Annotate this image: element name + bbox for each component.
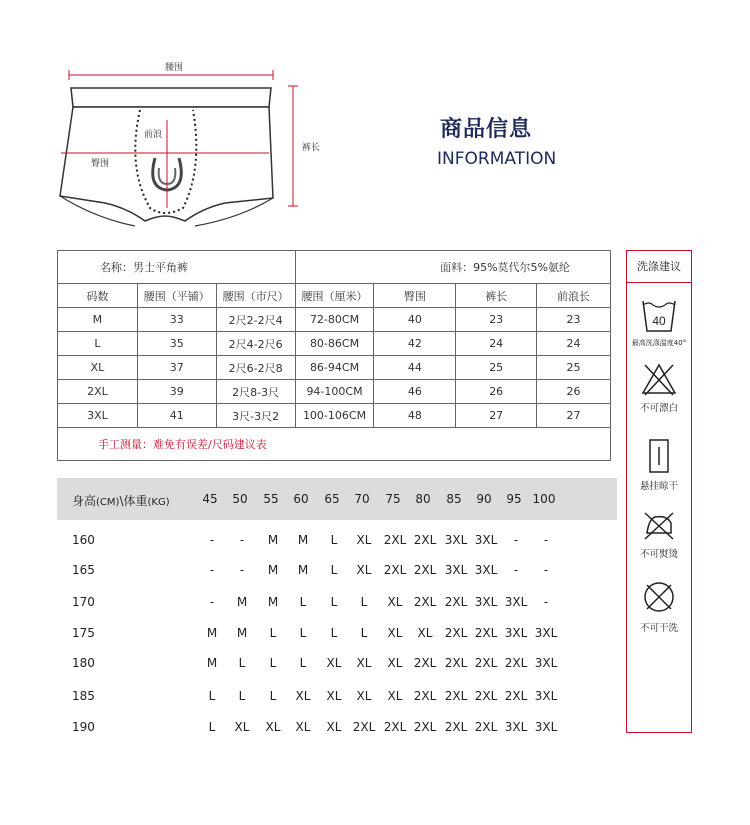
size-cell: 2XL [504, 689, 528, 703]
table-cell: 2XL [58, 380, 138, 404]
weight-column-label: 45 [202, 492, 218, 506]
header-cell: 腰围（市尺） [216, 284, 295, 308]
product-name: 名称：男士平角裤 [58, 251, 296, 284]
size-cell: XL [326, 689, 342, 703]
size-cell: M [236, 626, 248, 640]
table-cell: 25 [456, 356, 537, 380]
size-cell: 3XL [504, 720, 528, 734]
size-cell: L [299, 626, 307, 640]
size-cell: - [543, 595, 549, 609]
size-cell: M [206, 626, 218, 640]
size-cell: L [330, 533, 338, 547]
page-title-en: INFORMATION [437, 149, 557, 169]
wash-item-no-bleach [627, 361, 691, 414]
size-cell: 2XL [504, 656, 528, 670]
size-cell: 2XL [474, 720, 498, 734]
table-cell: 25 [537, 356, 611, 380]
size-cell: - [543, 563, 549, 577]
table-cell: 35 [137, 332, 216, 356]
table-cell: 80-86CM [295, 332, 374, 356]
wash-item-temperature [627, 295, 691, 348]
table-cell: 40 [374, 308, 456, 332]
size-cell: L [208, 689, 216, 703]
size-cell: 2XL [352, 720, 376, 734]
table-cell: M [58, 308, 138, 332]
size-cell: 3XL [474, 595, 498, 609]
table-cell: 24 [456, 332, 537, 356]
size-cell: XL [387, 656, 403, 670]
size-cell: - [513, 563, 519, 577]
size-cell: L [269, 689, 277, 703]
size-cell: 2XL [413, 595, 437, 609]
recommendation-header-label [72, 492, 170, 509]
table-header-row [58, 284, 611, 308]
table-cell: 41 [137, 404, 216, 428]
wash-instructions-panel [626, 250, 692, 733]
size-cell: XL [356, 563, 372, 577]
height-row-label: 170 [72, 595, 95, 609]
size-cell: XL [295, 720, 311, 734]
table-cell: 48 [374, 404, 456, 428]
size-cell: 2XL [444, 656, 468, 670]
size-cell: 2XL [413, 689, 437, 703]
note-row [58, 428, 611, 461]
no-dry-clean-icon [641, 577, 677, 617]
header-cell: 臀围 [374, 284, 456, 308]
weight-column-label: 60 [293, 492, 309, 506]
table-cell: 27 [456, 404, 537, 428]
size-cell: 2XL [383, 563, 407, 577]
size-cell: 3XL [534, 626, 558, 640]
size-cell: 3XL [534, 689, 558, 703]
table-row [58, 380, 611, 404]
table-cell: 2尺4-2尺6 [216, 332, 295, 356]
size-cell: XL [417, 626, 433, 640]
size-cell: 3XL [474, 563, 498, 577]
weight-column-label: 75 [385, 492, 401, 506]
size-cell: XL [387, 626, 403, 640]
wash-40-icon [639, 295, 679, 335]
size-cell: 3XL [444, 533, 468, 547]
table-cell: 44 [374, 356, 456, 380]
weight-label: \体重 [119, 494, 148, 508]
hang-dry-icon [641, 437, 677, 475]
size-cell: 2XL [474, 656, 498, 670]
size-cell: 3XL [444, 563, 468, 577]
weight-column-label: 90 [476, 492, 492, 506]
size-cell: M [297, 533, 309, 547]
size-cell: M [297, 563, 309, 577]
wash-title: 洗涤建议 [627, 251, 691, 283]
size-cell: XL [326, 720, 342, 734]
size-cell: L [299, 595, 307, 609]
wash-label: 悬挂晾干 [639, 481, 678, 492]
table-cell: L [58, 332, 138, 356]
wash-label: 不可干洗 [639, 623, 678, 634]
size-cell: XL [356, 656, 372, 670]
table-row [58, 332, 611, 356]
table-cell: 100-106CM [295, 404, 374, 428]
size-cell: 2XL [383, 533, 407, 547]
no-iron-icon [641, 509, 677, 543]
size-cell: 2XL [444, 595, 468, 609]
height-unit: (CM) [96, 497, 120, 508]
table-cell: 33 [137, 308, 216, 332]
size-cell: M [267, 595, 279, 609]
size-cell: - [209, 533, 215, 547]
waist-label: 腰围 [165, 63, 184, 73]
table-cell: 2尺8-3尺 [216, 380, 295, 404]
table-cell: 24 [537, 332, 611, 356]
wash-label: 不可漂白 [639, 403, 678, 414]
table-cell: 3XL [58, 404, 138, 428]
rise-label: 前浪 [144, 130, 163, 140]
wash-label: 最高洗涤温度40° [631, 339, 687, 347]
measurement-note: 手工测量：难免有误差/尺码建议表 [58, 428, 611, 461]
size-cell: 3XL [534, 656, 558, 670]
table-cell: 2尺2-2尺4 [216, 308, 295, 332]
table-cell: 2尺6-2尺8 [216, 356, 295, 380]
header-cell: 腰围（厘米） [295, 284, 374, 308]
size-cell: 2XL [413, 656, 437, 670]
size-cell: M [236, 595, 248, 609]
no-bleach-icon [641, 361, 677, 397]
table-cell: 3尺-3尺2 [216, 404, 295, 428]
height-row-label: 190 [72, 720, 95, 734]
fabric-info: 面料：95%莫代尔5%氨纶 [295, 251, 610, 284]
height-row-label: 185 [72, 689, 95, 703]
weight-column-label: 70 [354, 492, 370, 506]
size-cell: L [360, 626, 368, 640]
size-cell: XL [356, 533, 372, 547]
height-label: 身高 [72, 494, 97, 508]
size-cell: XL [387, 595, 403, 609]
size-cell: - [543, 533, 549, 547]
boxer-outline-illustration [55, 58, 330, 228]
length-label: 裤长 [302, 143, 321, 153]
weight-unit: (KG) [147, 497, 170, 508]
weight-column-label: 85 [446, 492, 462, 506]
size-cell: M [267, 533, 279, 547]
size-cell: 2XL [444, 720, 468, 734]
table-cell: XL [58, 356, 138, 380]
size-cell: - [239, 533, 245, 547]
wash-item-hang-dry [627, 437, 691, 492]
size-cell: L [269, 626, 277, 640]
header-cell: 码数 [58, 284, 138, 308]
weight-column-label: 55 [263, 492, 279, 506]
height-row-label: 180 [72, 656, 95, 670]
garment-diagram [55, 58, 330, 228]
size-cell: 3XL [534, 720, 558, 734]
table-cell: 72-80CM [295, 308, 374, 332]
table-cell: 42 [374, 332, 456, 356]
wash-label: 不可熨烫 [639, 549, 678, 560]
table-cell: 23 [537, 308, 611, 332]
size-table [57, 250, 611, 461]
table-row [58, 404, 611, 428]
size-cell: L [208, 720, 216, 734]
weight-column-label: 50 [232, 492, 248, 506]
size-cell: XL [234, 720, 250, 734]
wash-item-no-iron [627, 509, 691, 560]
header-cell: 腰围（平铺） [137, 284, 216, 308]
size-cell: 2XL [413, 720, 437, 734]
size-cell: XL [387, 689, 403, 703]
size-cell: XL [326, 656, 342, 670]
wash-item-no-dry-clean [627, 577, 691, 634]
table-cell: 26 [456, 380, 537, 404]
hip-label: 臀围 [91, 159, 110, 169]
size-cell: L [238, 689, 246, 703]
size-cell: L [360, 595, 368, 609]
weight-column-label: 65 [324, 492, 340, 506]
size-cell: 2XL [474, 689, 498, 703]
size-cell: 2XL [413, 563, 437, 577]
header-cell: 裤长 [456, 284, 537, 308]
size-cell: - [239, 563, 245, 577]
table-row [58, 308, 611, 332]
table-cell: 23 [456, 308, 537, 332]
size-cell: - [209, 563, 215, 577]
product-info-row [58, 251, 611, 284]
weight-column-label: 80 [415, 492, 431, 506]
size-cell: 3XL [504, 595, 528, 609]
size-cell: XL [356, 689, 372, 703]
size-cell: 2XL [383, 720, 407, 734]
size-cell: L [238, 656, 246, 670]
size-cell: XL [295, 689, 311, 703]
size-cell: L [330, 563, 338, 577]
size-cell: 2XL [444, 626, 468, 640]
size-cell: 3XL [474, 533, 498, 547]
table-cell: 86-94CM [295, 356, 374, 380]
wash-temp-value: 40 [652, 314, 666, 328]
size-cell: L [299, 656, 307, 670]
size-cell: M [206, 656, 218, 670]
header-cell: 前浪长 [537, 284, 611, 308]
table-cell: 94-100CM [295, 380, 374, 404]
size-cell: - [209, 595, 215, 609]
height-row-label: 160 [72, 533, 95, 547]
weight-column-label: 100 [532, 492, 556, 506]
size-cell: - [513, 533, 519, 547]
size-cell: 2XL [444, 689, 468, 703]
size-cell: M [267, 563, 279, 577]
weight-column-label: 95 [506, 492, 522, 506]
table-cell: 39 [137, 380, 216, 404]
size-cell: XL [265, 720, 281, 734]
size-cell: 2XL [413, 533, 437, 547]
page-title-cn: 商品信息 [440, 117, 533, 142]
size-cell: L [330, 595, 338, 609]
table-cell: 46 [374, 380, 456, 404]
size-cell: L [269, 656, 277, 670]
size-cell: 3XL [504, 626, 528, 640]
table-row [58, 356, 611, 380]
table-cell: 27 [537, 404, 611, 428]
height-row-label: 175 [72, 626, 95, 640]
height-row-label: 165 [72, 563, 95, 577]
table-cell: 26 [537, 380, 611, 404]
table-cell: 37 [137, 356, 216, 380]
size-cell: L [330, 626, 338, 640]
size-cell: 2XL [474, 626, 498, 640]
